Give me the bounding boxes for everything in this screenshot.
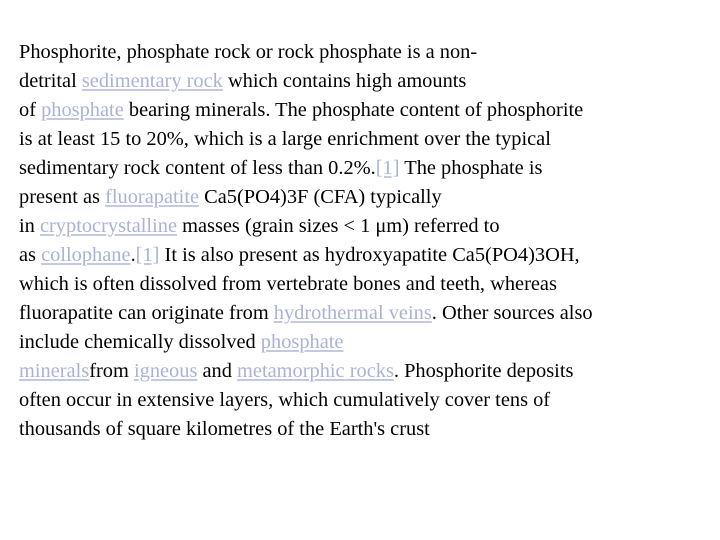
link-metamorphic-rocks[interactable]: metamorphic rocks: [237, 360, 394, 382]
paragraph-text: which is often dissolved from vertebrate bones and teeth, whereas: [19, 273, 557, 295]
paragraph-line: [19, 154, 709, 183]
paragraph-text: . Other sources also: [431, 302, 593, 324]
paragraph-text: include chemically dissolved: [19, 331, 261, 353]
paragraph-line: [19, 96, 709, 125]
paragraph-text: masses (grain sizes < 1 μm) referred to: [177, 215, 500, 237]
link-cryptocrystalline[interactable]: cryptocrystalline: [39, 215, 177, 237]
article-paragraph: [19, 38, 709, 444]
paragraph-text: . Phosphorite deposits: [393, 360, 574, 382]
link-hydrothermal-veins[interactable]: hydrothermal veins: [273, 302, 432, 324]
paragraph-text: thousands of square kilometres of the Earth's crust: [19, 418, 430, 440]
paragraph-text: fluorapatite can originate from: [19, 302, 274, 324]
paragraph-text: The phosphate is: [399, 157, 543, 179]
link-sedimentary-rock[interactable]: sedimentary rock: [81, 70, 223, 92]
paragraph-text: detrital: [19, 70, 82, 92]
paragraph-text: present as: [19, 186, 106, 208]
link-phosphate-minerals[interactable]: phosphate: [260, 331, 344, 353]
paragraph-text: from: [89, 360, 134, 382]
paragraph-text: bearing minerals. The phosphate content of phosphorite: [123, 99, 584, 121]
link-citation-1b[interactable]: [1]: [135, 244, 160, 266]
paragraph-text: .: [130, 244, 136, 266]
paragraph-text: as: [19, 244, 42, 266]
paragraph-text: is at least 15 to 20%, which is a large enrichment over the typical: [19, 128, 551, 150]
paragraph-line: [19, 415, 709, 444]
link-citation-1[interactable]: [1]: [375, 157, 400, 179]
link-phosphate-minerals-cont[interactable]: minerals: [19, 360, 90, 382]
paragraph-text: often occur in extensive layers, which cumulatively cover tens of: [19, 389, 551, 411]
paragraph-text: sedimentary rock content of less than 0.2%.: [19, 157, 376, 179]
paragraph-text: of: [19, 99, 42, 121]
link-igneous[interactable]: igneous: [133, 360, 198, 382]
paragraph-line: [19, 299, 709, 328]
paragraph-line: [19, 357, 709, 386]
link-fluorapatite[interactable]: fluorapatite: [105, 186, 200, 208]
link-phosphate[interactable]: phosphate: [41, 99, 124, 121]
paragraph-text: and: [197, 360, 238, 382]
paragraph-text: It is also present as hydroxyapatite Ca5(PO4)3OH,: [159, 244, 580, 266]
paragraph-line: [19, 328, 709, 357]
paragraph-line: [19, 212, 709, 241]
paragraph-line: [19, 241, 709, 270]
paragraph-text: in: [19, 215, 40, 237]
paragraph-line: [19, 270, 709, 299]
paragraph-line: [19, 125, 709, 154]
paragraph-line: [19, 183, 709, 212]
paragraph-text: which contains high amounts: [222, 70, 467, 92]
paragraph-text: Phosphorite, phosphate rock or rock phosphate is a non-: [19, 41, 478, 63]
paragraph-line: [19, 38, 709, 67]
paragraph-text: Ca5(PO4)3F (CFA) typically: [199, 186, 442, 208]
paragraph-line: [19, 386, 709, 415]
paragraph-line: [19, 67, 709, 96]
link-collophane[interactable]: collophane: [41, 244, 131, 266]
